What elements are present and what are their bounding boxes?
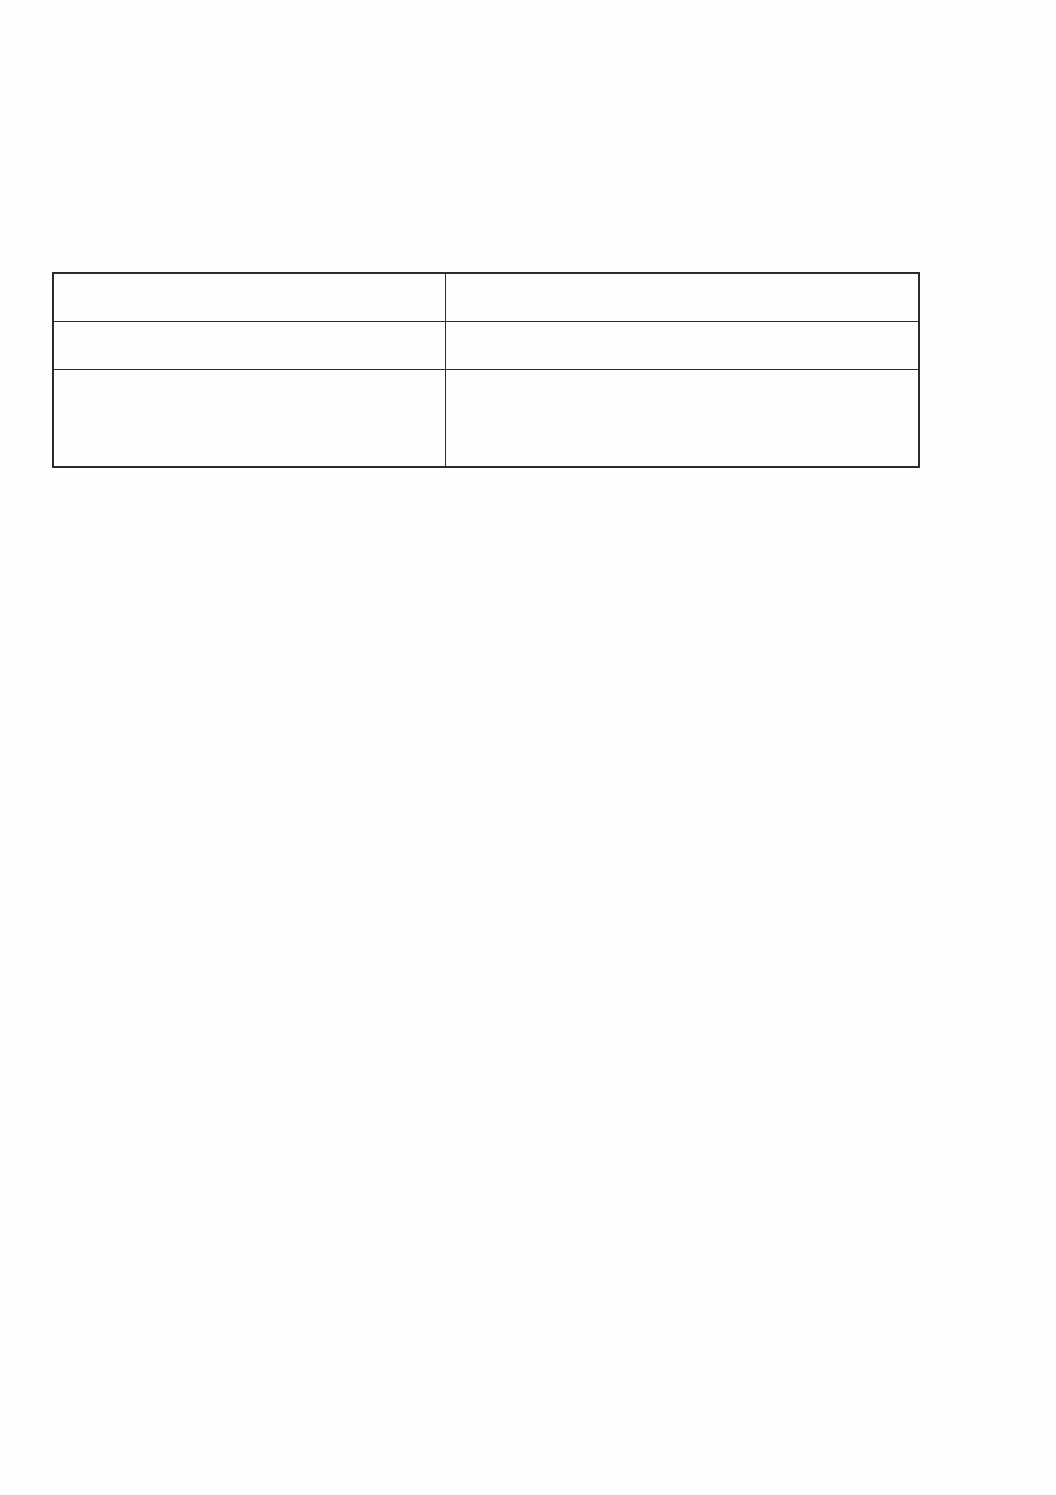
year-cell xyxy=(53,369,445,467)
total-province-label-cell xyxy=(53,273,445,322)
document-header xyxy=(0,0,1056,78)
total-facility-label-cell xyxy=(53,322,445,370)
quarter-cell xyxy=(445,369,919,467)
report-info-table xyxy=(52,272,920,468)
table-row xyxy=(53,273,919,322)
total-province-value xyxy=(445,273,919,322)
table-row xyxy=(53,322,919,370)
table-row xyxy=(53,369,919,467)
total-facility-value xyxy=(445,322,919,370)
